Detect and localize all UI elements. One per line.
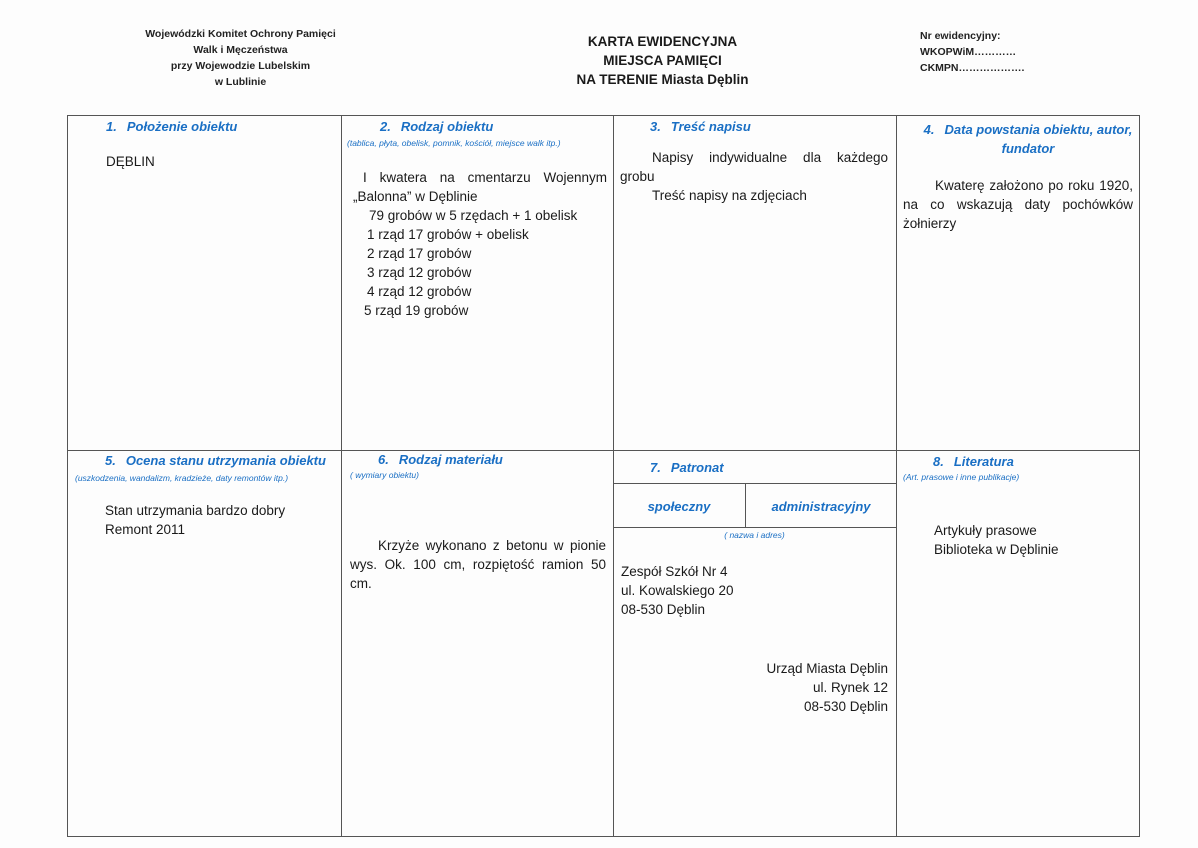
registry-line: WKOPWiM………… — [920, 46, 1017, 58]
patronage-social-header: społeczny — [647, 499, 711, 514]
cell-title — [350, 452, 606, 467]
grid-line — [67, 836, 1140, 837]
cell-origin-date — [903, 120, 1133, 233]
address-line: ul. Rynek 12 — [812, 680, 888, 695]
object-line: I kwatera na cmentarzu Wojennym „Balonna” w Dęblinie — [353, 170, 607, 204]
object-line: 79 grobów w 5 rzędach + 1 obelisk — [369, 208, 578, 223]
cell-number: 1. — [106, 119, 117, 134]
address-line: Urząd Miasta Dęblin — [766, 661, 888, 676]
address-line: 08-530 Dęblin — [621, 602, 706, 617]
cell-title — [72, 119, 336, 134]
cell-title-text: Położenie obiektu — [126, 119, 238, 134]
title-line: KARTA EWIDENCYJNA — [587, 34, 738, 49]
patronage-admin-header: administracyjny — [771, 499, 871, 514]
patronage-admin — [766, 659, 888, 716]
issuer-block — [118, 26, 363, 90]
cell-title — [650, 460, 724, 475]
cell-subtitle: (tablica, płyta, obelisk, pomnik, kościół, miejsce walk itp.) — [347, 138, 561, 148]
condition-text — [75, 501, 335, 539]
cell-title-text: Rodzaj obiektu — [400, 119, 494, 134]
patronage-social — [621, 562, 734, 619]
issuer-line: w Lublinie — [214, 76, 267, 88]
object-line: 4 rząd 12 grobów — [367, 284, 472, 299]
cell-subtitle: ( wymiary obiektu) — [350, 470, 419, 480]
cell-title — [903, 454, 1135, 469]
cell-title — [75, 452, 335, 470]
cell-title — [347, 119, 609, 134]
cell-number: 7. — [650, 460, 661, 475]
cell-condition — [75, 452, 335, 539]
grid-line — [1139, 115, 1140, 837]
cell-location — [72, 119, 336, 171]
cell-title-text: Data powstania obiektu, autor, fundator — [944, 122, 1133, 156]
cell-patronage — [613, 450, 896, 836]
cell-object-type — [347, 119, 609, 320]
object-line: 3 rząd 12 grobów — [367, 265, 472, 280]
inscription-text — [620, 148, 890, 205]
grid-line — [341, 115, 342, 837]
issuer-line: przy Wojewodzie Lubelskim — [170, 60, 311, 72]
cell-number: 2. — [380, 119, 391, 134]
grid-line — [67, 115, 1140, 116]
literature-text — [903, 521, 1135, 559]
condition-line: Stan utrzymania bardzo dobry — [105, 503, 286, 518]
title-line: NA TERENIE Miasta Dęblin — [576, 72, 749, 87]
cell-title-text: Ocena stanu utrzymania obiektu — [125, 453, 326, 468]
address-line: Zespół Szkół Nr 4 — [621, 564, 728, 579]
patronage-note: ( nazwa i adres) — [724, 530, 785, 540]
registry-numbers — [920, 28, 1070, 76]
title-line: MIEJSCA PAMIĘCI — [603, 53, 722, 68]
cell-literature — [903, 454, 1135, 559]
issuer-line: Wojewódzki Komitet Ochrony Pamięci — [145, 28, 336, 40]
registry-line: CKMPN………………. — [920, 62, 1025, 74]
registry-line: Nr ewidencyjny: — [920, 30, 1001, 42]
cell-number: 5. — [105, 453, 116, 468]
cell-number: 8. — [933, 454, 944, 469]
document-title — [545, 32, 780, 89]
object-line: 2 rząd 17 grobów — [367, 246, 472, 261]
literature-line: Artykuły prasowe — [934, 523, 1037, 538]
object-line: 5 rząd 19 grobów — [364, 303, 469, 318]
object-line: 1 rząd 17 grobów + obelisk — [367, 227, 529, 242]
grid-line — [67, 115, 68, 837]
cell-number: 4. — [923, 122, 935, 137]
grid-line — [896, 115, 897, 837]
cell-title — [620, 119, 890, 134]
inscription-line: Napisy indywidualne dla każdego grobu — [620, 150, 888, 184]
literature-line: Biblioteka w Dęblinie — [934, 542, 1059, 557]
cell-title-text: Literatura — [953, 454, 1014, 469]
object-description — [347, 168, 609, 320]
material-text: Krzyże wykonano z betonu w pionie wys. Ok. 100 cm, rozpiętość ramion 50 cm. — [350, 538, 606, 591]
issuer-line: Walk i Męczeństwa — [193, 44, 288, 56]
cell-number: 3. — [650, 119, 661, 134]
grid-line — [67, 450, 1140, 451]
condition-line: Remont 2011 — [105, 522, 186, 537]
cell-subtitle: (Art. prasowe i inne publikacje) — [903, 472, 1020, 482]
cell-title — [903, 120, 1133, 158]
address-line: 08-530 Dęblin — [803, 699, 888, 714]
cell-title-text: Patronat — [670, 460, 724, 475]
cell-title-text: Treść napisu — [670, 119, 751, 134]
cell-material — [350, 452, 606, 593]
cell-subtitle: (uszkodzenia, wandalizm, kradzieże, daty remontów itp.) — [75, 473, 289, 483]
cell-number: 6. — [378, 452, 389, 467]
cell-title-text: Rodzaj materiału — [398, 452, 503, 467]
address-line: ul. Kowalskiego 20 — [621, 583, 734, 598]
cell-inscription — [620, 119, 890, 205]
location-value: DĘBLIN — [106, 154, 155, 169]
origin-text: Kwaterę założono po roku 1920, na co wskazują daty pochówków żołnierzy — [903, 178, 1133, 231]
inscription-line: Treść napisy na zdjęciach — [652, 188, 807, 203]
